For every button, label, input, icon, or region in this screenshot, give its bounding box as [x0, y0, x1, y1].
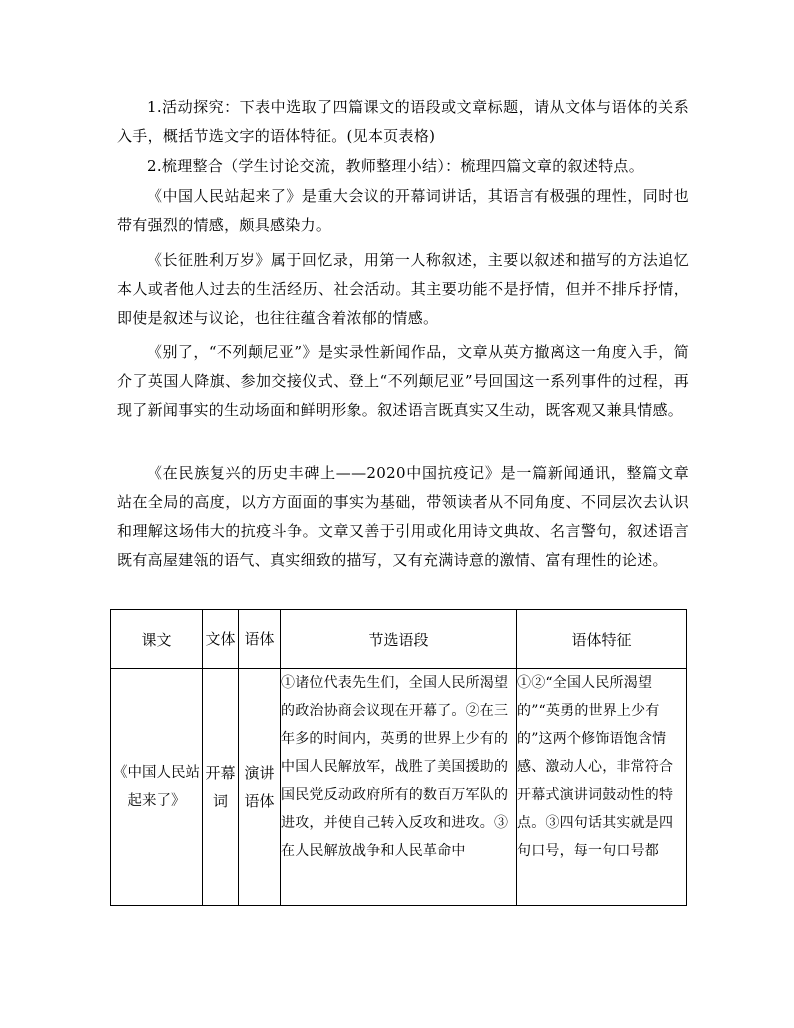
essay3-paragraph: 《别了，“不列颠尼亚”》是实录性新闻作品，文章从英方撤离这一角度入手，简介了英国人降旗、参加交接仪式、登上“不列颠尼亚”号回国这一系列事件的过程，再现了新闻事实的生动场面和鲜明形象。叙述语言既真实又生动，既客观又兼具情感。 — [117, 343, 689, 419]
row-excerpt-cell — [281, 669, 517, 906]
header-excerpt: 节选语段 — [281, 610, 517, 669]
row-genre-cell: 开幕词 — [203, 669, 239, 906]
excerpt-text: ①诸位代表先生们，全国人民所渴望的政治协商会议现在开幕了。②在三年多的时间内，英勇的世界上少有的中国人民解放军，战胜了美国援助的国民党反动政府所有的数百万军队的进攻，并使自己转入反攻和进攻。③在人民解放战争和人民革命中 — [281, 675, 509, 859]
register-table — [110, 609, 687, 906]
activity-explore-paragraph: 1.活动探究：下表中选取了四篇课文的语段或文章标题，请从文体与语体的关系入手，概括节选文字的语体特征。(见本页表格) — [117, 98, 689, 145]
header-genre: 文体 — [203, 610, 239, 669]
essay2-paragraph: 《长征胜利万岁》属于回忆录，用第一人称叙述，主要以叙述和描写的方法追忆本人或者他人过去的生活经历、社会活动。其主要功能不是抒情，但并不排斥抒情，即使是叙述与议论，也往往蕴含着浓郁的情感。 — [117, 251, 689, 327]
table-header-row — [111, 610, 687, 669]
feature-text: ①②“全国人民所渴望的”“英勇的世界上少有的”这两个修饰语饱含情感、激动人心，非常符合开幕式演讲词鼓动性的特点。③四句话其实就是四句口号，每一句口号都 — [517, 675, 674, 859]
table-row — [111, 669, 687, 906]
essay1-paragraph: 《中国人民站起来了》是重大会议的开幕词讲话，其语言有极强的理性，同时也带有强烈的情感，颇具感染力。 — [117, 187, 689, 234]
header-register: 语体 — [239, 610, 281, 669]
row-register-cell: 演讲语体 — [239, 669, 281, 906]
header-feature: 语体特征 — [517, 610, 687, 669]
row-text-cell: 《中国人民站起来了》 — [111, 669, 203, 906]
row-feature-cell — [517, 669, 687, 906]
essay4-paragraph: 《在民族复兴的历史丰碑上——2020中国抗疫记》是一篇新闻通讯，整篇文章站在全局的高度，以方方面面的事实为基础，带领读者从不同角度、不同层次去认识和理解这场伟大的抗疫斗争。文章又善于引用或化用诗文典故、名言警句，叙述语言既有高屋建瓴的语气、真实细致的描写，又有充满诗意的激情、富有理性的论述。 — [117, 464, 689, 569]
summary-paragraph: 2.梳理整合（学生讨论交流，教师整理小结）：梳理四篇文章的叙述特点。 — [147, 157, 645, 175]
header-text: 课文 — [111, 610, 203, 669]
